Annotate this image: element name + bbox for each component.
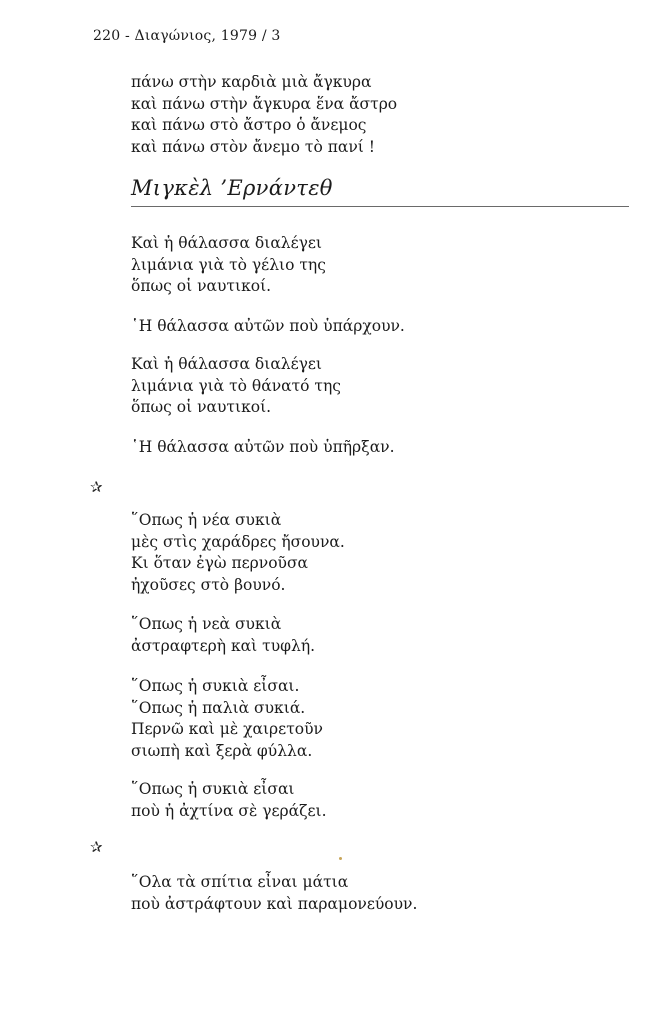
poem-line: ῞Οπως ἡ συκιὰ εἶσαι bbox=[131, 780, 295, 798]
poem-line: μὲς στὶς χαράδρες ἤσουνα. bbox=[131, 532, 345, 551]
poem-line: λιμάνια γιὰ τὸ θάνατό της bbox=[131, 376, 341, 395]
poem-line: ῞Οπως ἡ συκιὰ εἶσαι. bbox=[131, 677, 300, 695]
poem1-stanza2 bbox=[131, 316, 405, 338]
poem-line: λιμάνια γιὰ τὸ γέλιο της bbox=[131, 255, 326, 274]
poem1-stanza1 bbox=[131, 233, 326, 298]
poem-line: Καὶ ἡ θάλασσα διαλέγει bbox=[131, 234, 323, 252]
poem-line: Περνῶ καὶ μὲ χαιρετοῦν bbox=[131, 720, 323, 738]
poem-line: ποὺ ἡ ἀχτίνα σὲ γεράζει. bbox=[131, 801, 327, 820]
poem3-stanza1 bbox=[131, 872, 417, 915]
poem-line: ῞Οπως ἡ νέα συκιὰ bbox=[131, 511, 282, 529]
poem-line: καὶ πάνω στὸ ἄστρο ὁ ἄνεμος bbox=[131, 116, 367, 134]
poem-line: ὅπως οἱ ναυτικοί. bbox=[131, 398, 272, 416]
poem-line: πάνω στὴν καρδιὰ μιὰ ἄγκυρα bbox=[131, 73, 372, 91]
poem-line: ῾Η θάλασσα αὐτῶν ποὺ ὑπάρχουν. bbox=[131, 317, 405, 335]
poem-line: ῞Οπως ἡ νεὰ συκιὰ bbox=[131, 615, 282, 633]
poem-line: καὶ πάνω στὸν ἄνεμο τὸ πανί ! bbox=[131, 137, 376, 156]
poem-line: Κι ὅταν ἐγὼ περνοῦσα bbox=[131, 554, 309, 572]
poem-line: ἠχοῦσες στὸ βουνό. bbox=[131, 575, 286, 594]
poem2-stanza2 bbox=[131, 614, 315, 657]
star-separator-icon: ✰ bbox=[90, 478, 103, 496]
title-divider bbox=[131, 206, 629, 207]
poem-line: ποὺ ἀστράφτουν καὶ παραμονεύουν. bbox=[131, 894, 418, 913]
poem-line: ῞Ολα τὰ σπίτια εἶναι μάτια bbox=[131, 873, 349, 891]
poem-line: ῞Οπως ἡ παλιὰ συκιά. bbox=[131, 698, 306, 717]
opening-stanza bbox=[131, 72, 397, 158]
poem-line: Καὶ ἡ θάλασσα διαλέγει bbox=[131, 355, 323, 373]
poem2-stanza1 bbox=[131, 510, 345, 596]
poem-line: σιωπὴ καὶ ξερὰ φύλλα. bbox=[131, 741, 313, 760]
page-header: 220 - Διαγώνιος, 1979 / 3 bbox=[93, 28, 281, 44]
poem2-stanza4 bbox=[131, 779, 327, 822]
poem2-stanza3 bbox=[131, 676, 323, 762]
star-separator-icon: ✰ bbox=[90, 838, 103, 856]
poem1-stanza4 bbox=[131, 437, 395, 459]
poem-line: καὶ πάνω στὴν ἄγκυρα ἕνα ἄστρο bbox=[131, 94, 398, 113]
poem1-stanza3 bbox=[131, 354, 341, 419]
section-title: Μιγκὲλ ’Ερνάντεθ bbox=[131, 176, 333, 200]
poem-line: ἀστραφτερὴ καὶ τυφλή. bbox=[131, 636, 316, 655]
poem-line: ῾Η θάλασσα αὐτῶν ποὺ ὑπῆρξαν. bbox=[131, 438, 395, 456]
paper-speck bbox=[339, 857, 342, 860]
poem-line: ὅπως οἱ ναυτικοί. bbox=[131, 277, 272, 295]
